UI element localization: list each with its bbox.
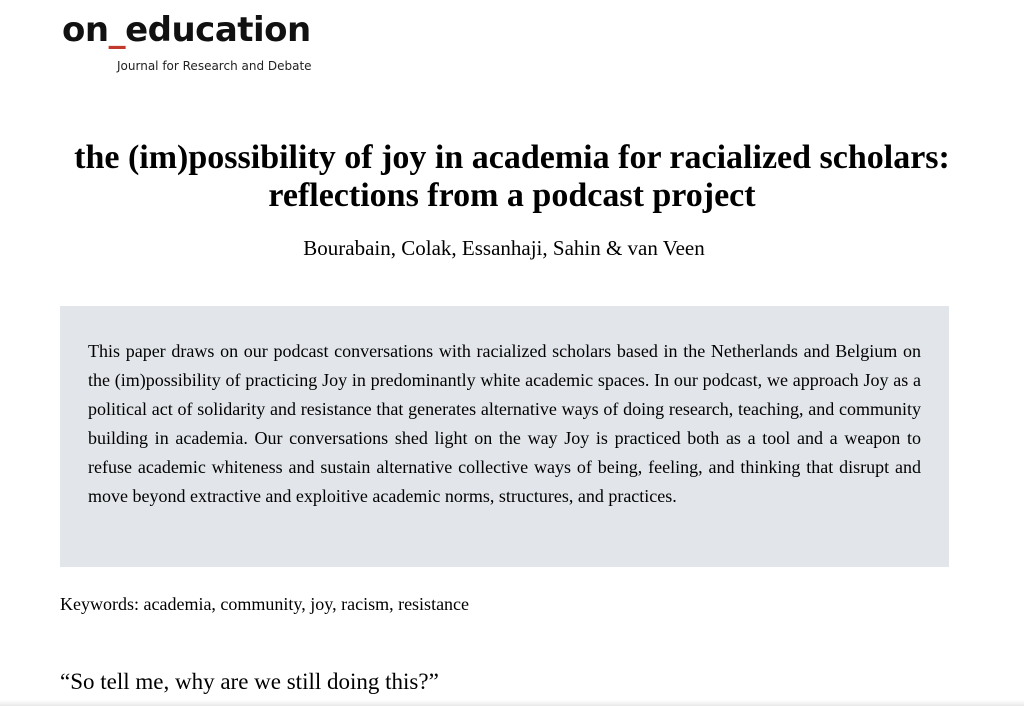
opening-quote: “So tell me, why are we still doing this?”: [60, 669, 439, 694]
journal-name: [62, 8, 311, 52]
journal-logo[interactable]: [62, 8, 312, 73]
article-authors: Bourabain, Colak, Essanhaji, Sahin & van Veen: [303, 236, 705, 260]
journal-name-part1: on: [62, 10, 109, 50]
abstract-text: This paper draws on our podcast conversations with racialized scholars based in the Netherlands and Belgium on the (im)possibility of practicing Joy in predominantly white academic spaces. In our podcast, we approach Joy as a political act of solidarity and resistance that generates alternative ways of doing research, teaching, and community building in academia. Our conversations shed light on the way Joy is practiced both as a tool and a weapon to refuse academic whiteness and sustain alternative collective ways of being, feeling, and thinking that disrupt and move beyond extractive and exploitive academic norms, structures, and practices.: [88, 341, 921, 506]
keywords: Keywords: academia, community, joy, racism, resistance: [60, 594, 470, 614]
journal-name-part2: education: [125, 10, 311, 50]
journal-subtitle: Journal for Research and Debate: [117, 59, 312, 73]
page-edge-shadow: [0, 700, 1024, 706]
journal-name-separator: _: [108, 10, 126, 50]
article-title: the (im)possibility of joy in academia for racialized scholars: reflections from a podcast project: [74, 139, 950, 214]
abstract-box: [60, 306, 949, 567]
